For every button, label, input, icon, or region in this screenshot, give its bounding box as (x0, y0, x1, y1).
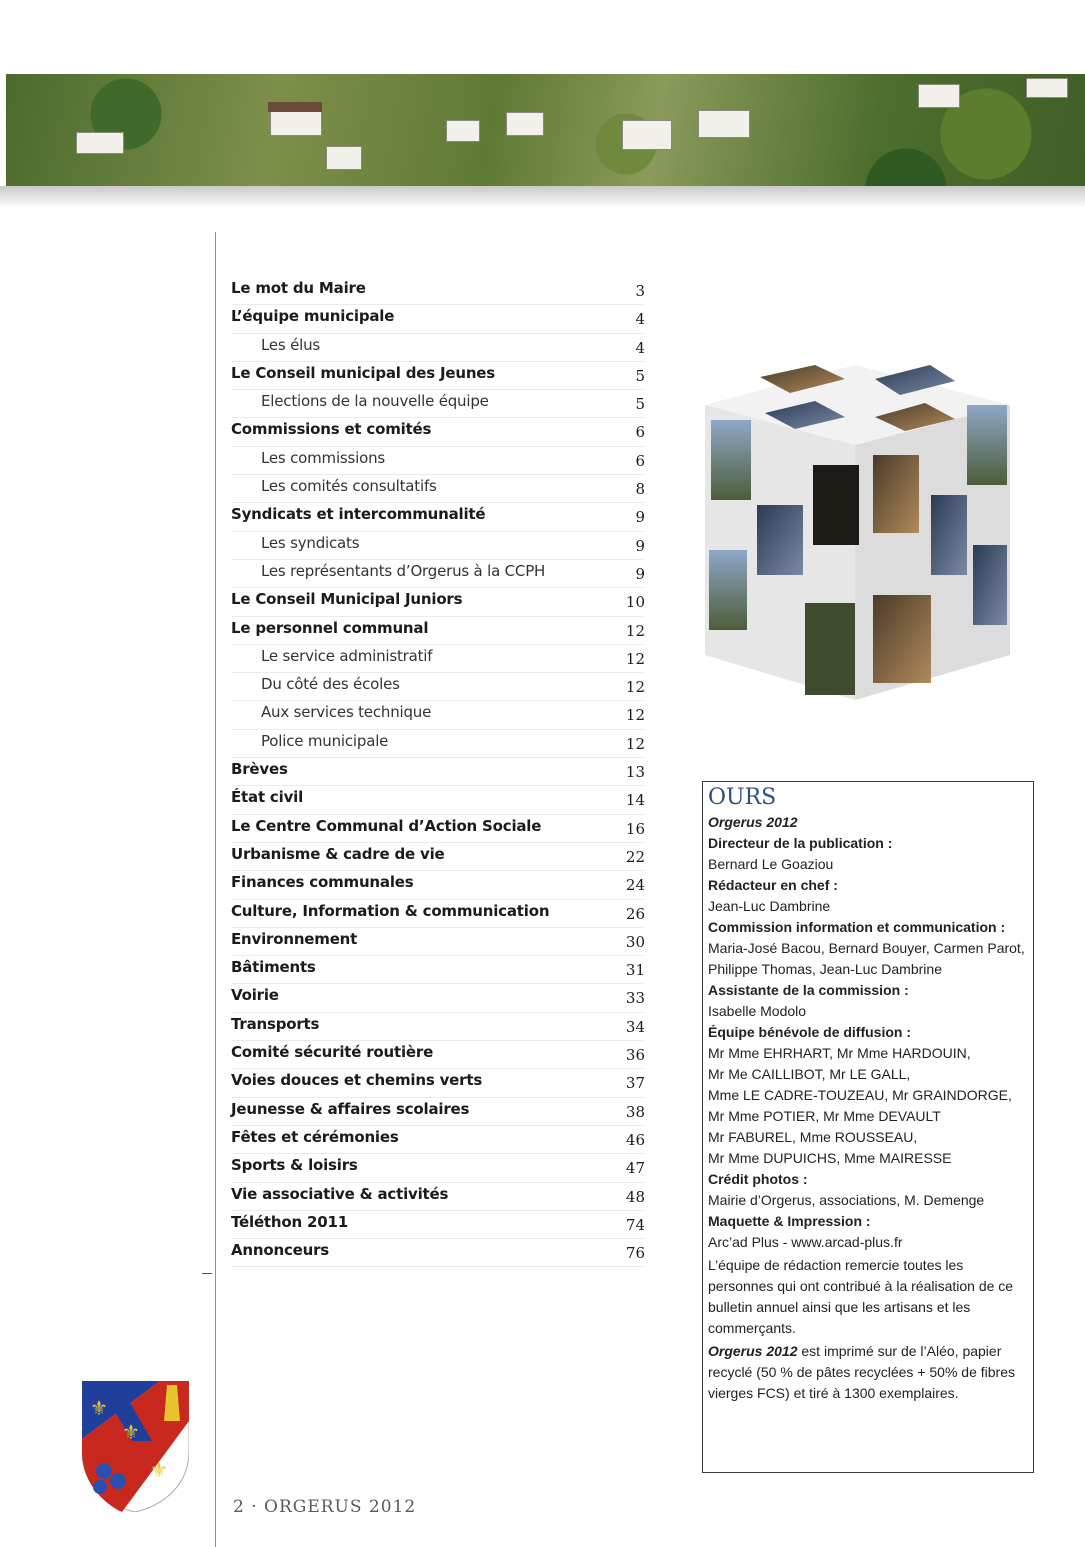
distribution-team-line: Mr Mme EHRHART, Mr Mme HARDOUIN, (708, 1045, 971, 1061)
toc-entry-title: Syndicats et intercommunalité (231, 505, 486, 524)
toc-entry-title: Comité sécurité routière (231, 1043, 434, 1062)
toc-entry-title: Le personnel communal (231, 618, 429, 637)
toc-entry-page: 13 (625, 763, 645, 782)
toc-entry-title: Le service administratif (261, 646, 433, 665)
toc-entry (231, 334, 645, 362)
toc-entry (231, 277, 645, 305)
toc-entry-page: 12 (625, 706, 645, 725)
toc-entry (231, 843, 645, 871)
toc-entry-title: Annonceurs (231, 1241, 330, 1260)
toc-entry-title: Les syndicats (261, 533, 360, 552)
toc-entry-title: Culture, Information & communication (231, 901, 550, 920)
toc-entry (231, 1183, 645, 1211)
margin-tick (202, 1273, 212, 1274)
toc-entry (231, 362, 645, 390)
toc-entry (231, 418, 645, 446)
director-heading: Directeur de la publication : (708, 835, 893, 851)
banner-house (622, 120, 672, 150)
toc-entry-page: 12 (625, 621, 645, 640)
toc-entry (231, 815, 645, 843)
toc-entry-page: 14 (625, 791, 645, 810)
toc-entry-title: Bâtiments (231, 958, 316, 977)
table-of-contents (231, 277, 645, 1267)
toc-entry-title: Le mot du Maire (231, 279, 366, 297)
banner-house (326, 146, 362, 170)
toc-entry-page: 37 (625, 1074, 645, 1093)
toc-entry-page: 26 (625, 904, 645, 923)
toc-entry (231, 984, 645, 1012)
banner-house (506, 112, 544, 136)
toc-entry-page: 38 (625, 1102, 645, 1121)
photo-credits: Mairie d’Orgerus, associations, M. Demenge (708, 1192, 985, 1208)
toc-entry (231, 645, 645, 673)
toc-entry-title: Voirie (231, 986, 279, 1005)
toc-entry-title: Vie associative & activités (231, 1184, 449, 1203)
publication-name: Orgerus 2012 (708, 814, 798, 830)
toc-entry (231, 786, 645, 814)
toc-entry (231, 617, 645, 645)
toc-entry (231, 928, 645, 956)
toc-entry-page: 3 (635, 282, 645, 300)
toc-entry-title: Police municipale (261, 731, 389, 750)
print-credits: Arc’ad Plus - www.arcad-plus.fr (708, 1234, 903, 1250)
distribution-team-line: Mr FABUREL, Mme ROUSSEAU, (708, 1129, 918, 1145)
toc-entry-title: Fêtes et cérémonies (231, 1127, 399, 1146)
toc-entry-page: 47 (625, 1159, 645, 1178)
toc-entry (231, 588, 645, 616)
toc-entry (231, 701, 645, 729)
toc-entry-page: 10 (625, 593, 645, 612)
commission-members-line: Maria-José Bacou, Bernard Bouyer, Carmen Parot, (708, 940, 1025, 956)
toc-entry-page: 9 (635, 536, 645, 555)
toc-entry-page: 22 (625, 847, 645, 866)
toc-entry-page: 36 (625, 1046, 645, 1065)
toc-entry-title: Les représentants d’Orgerus à la CCPH (261, 561, 546, 580)
toc-entry-page: 6 (635, 451, 645, 470)
toc-entry (231, 730, 645, 758)
toc-entry-page: 76 (625, 1244, 645, 1263)
banner-shadow (0, 186, 1085, 208)
toc-entry-title: Les élus (261, 335, 321, 354)
toc-entry-page: 9 (635, 508, 645, 527)
director-name: Bernard Le Goaziou (708, 856, 834, 872)
thanks-paragraph: L’équipe de rédaction remercie toutes les personnes qui ont contribué à la réalisation de ce bulletin annuel ainsi que les artisans et les commerçants. (708, 1257, 1014, 1336)
banner-house (76, 132, 124, 154)
toc-entry-page: 33 (625, 989, 645, 1008)
distribution-team-line: Mr Me CAILLIBOT, Mr LE GALL, (708, 1066, 911, 1082)
toc-entry-title: L’équipe municipale (231, 307, 395, 326)
svg-text:⚜: ⚜ (90, 1396, 108, 1420)
toc-entry (231, 390, 645, 418)
toc-entry-title: Finances communales (231, 873, 414, 892)
toc-entry-page: 4 (635, 310, 645, 329)
toc-entry (231, 447, 645, 475)
banner-house (446, 120, 480, 142)
toc-entry-page: 46 (625, 1130, 645, 1149)
commission-heading: Commission information et communication : (708, 919, 1006, 935)
banner-house (918, 84, 960, 108)
toc-entry-page: 31 (625, 961, 645, 980)
toc-entry (231, 871, 645, 899)
editor-heading: Rédacteur en chef : (708, 877, 838, 893)
toc-entry-title: Le Conseil municipal des Jeunes (231, 363, 496, 382)
toc-entry-title: Les comités consultatifs (261, 477, 437, 496)
toc-entry (231, 758, 645, 786)
orgerus-coat-of-arms (82, 1381, 189, 1512)
assistant-heading: Assistante de la commission : (708, 982, 909, 998)
toc-entry (231, 1239, 645, 1267)
commission-members-line: Philippe Thomas, Jean-Luc Dambrine (708, 961, 942, 977)
banner-roof (268, 102, 322, 112)
toc-entry-title: Transports (231, 1014, 320, 1033)
toc-entry-page: 24 (625, 876, 645, 895)
toc-entry-page: 74 (625, 1215, 645, 1234)
toc-entry (231, 900, 645, 928)
toc-entry (231, 560, 645, 588)
toc-entry-page: 12 (625, 734, 645, 753)
toc-entry (231, 1069, 645, 1097)
toc-entry-title: Environnement (231, 929, 358, 948)
toc-entry (231, 1154, 645, 1182)
toc-entry-title: Voies douces et chemins verts (231, 1071, 483, 1090)
page-divider-line (215, 232, 216, 1547)
toc-entry-title: Les commissions (261, 448, 386, 467)
svg-text:⚜: ⚜ (122, 1420, 140, 1444)
toc-entry-page: 8 (635, 480, 645, 499)
toc-entry (231, 1041, 645, 1069)
photo-cube-collage (705, 365, 1010, 700)
banner-house (698, 110, 750, 138)
toc-entry (231, 503, 645, 531)
toc-entry (231, 673, 645, 701)
toc-entry-title: Du côté des écoles (261, 675, 400, 694)
distribution-team-line: Mr Mme DUPUICHS, Mme MAIRESSE (708, 1150, 952, 1166)
ours-credits-box (702, 781, 1034, 1473)
toc-entry-title: Elections de la nouvelle équipe (261, 392, 489, 411)
ours-title: OURS (708, 785, 777, 810)
toc-entry-title: Aux services technique (261, 703, 432, 722)
aerial-photo-banner (6, 74, 1085, 194)
distribution-team-line: Mr Mme POTIER, Mr Mme DEVAULT (708, 1108, 941, 1124)
toc-entry (231, 1211, 645, 1239)
assistant-name: Isabelle Modolo (708, 1003, 807, 1019)
toc-entry (231, 532, 645, 560)
print-heading: Maquette & Impression : (708, 1213, 871, 1229)
banner-house (270, 108, 322, 136)
toc-entry (231, 1098, 645, 1126)
editor-name: Jean-Luc Dambrine (708, 898, 831, 914)
printing-note-text: est imprimé sur de l’Aléo, papier recyclé (50 % de pâtes recyclées + 50% de fibres vierges FCS) et tiré à 1300 exemplaires. (708, 1343, 1015, 1401)
toc-entry-page: 6 (635, 423, 645, 442)
toc-entry-page: 5 (635, 366, 645, 385)
toc-entry-title: Jeunesse & affaires scolaires (231, 1099, 470, 1118)
toc-entry (231, 956, 645, 984)
toc-entry-title: État civil (231, 788, 304, 807)
toc-entry-title: Urbanisme & cadre de vie (231, 844, 445, 863)
toc-entry-page: 4 (635, 338, 645, 357)
toc-entry-title: Commissions et comités (231, 420, 432, 439)
toc-entry-page: 16 (625, 819, 645, 838)
toc-entry-title: Sports & loisirs (231, 1156, 358, 1175)
toc-entry-title: Brèves (231, 760, 288, 779)
toc-entry-title: Le Conseil Municipal Juniors (231, 590, 463, 609)
photo-credits-heading: Crédit photos : (708, 1171, 808, 1187)
banner-house (1026, 78, 1068, 98)
toc-entry-title: Le Centre Communal d’Action Sociale (231, 816, 542, 835)
toc-entry-page: 9 (635, 564, 645, 583)
toc-entry (231, 305, 645, 333)
toc-entry-page: 48 (625, 1187, 645, 1206)
toc-entry-page: 34 (625, 1017, 645, 1036)
distribution-team-heading: Équipe bénévole de diffusion : (708, 1024, 912, 1040)
toc-entry-page: 12 (625, 678, 645, 697)
toc-entry-page: 5 (635, 395, 645, 414)
toc-entry (231, 1126, 645, 1154)
toc-entry (231, 475, 645, 503)
svg-text:⚜: ⚜ (150, 1458, 168, 1482)
distribution-team-line: Mme LE CADRE-TOUZEAU, Mr GRAINDORGE, (708, 1087, 1012, 1103)
toc-entry (231, 1013, 645, 1041)
printing-note-title: Orgerus 2012 (708, 1343, 798, 1359)
page-footer: 2 · ORGERUS 2012 (233, 1497, 417, 1517)
toc-entry-page: 12 (625, 649, 645, 668)
toc-entry-title: Téléthon 2011 (231, 1212, 348, 1231)
toc-entry-page: 30 (625, 932, 645, 951)
printing-note (708, 1341, 1028, 1404)
